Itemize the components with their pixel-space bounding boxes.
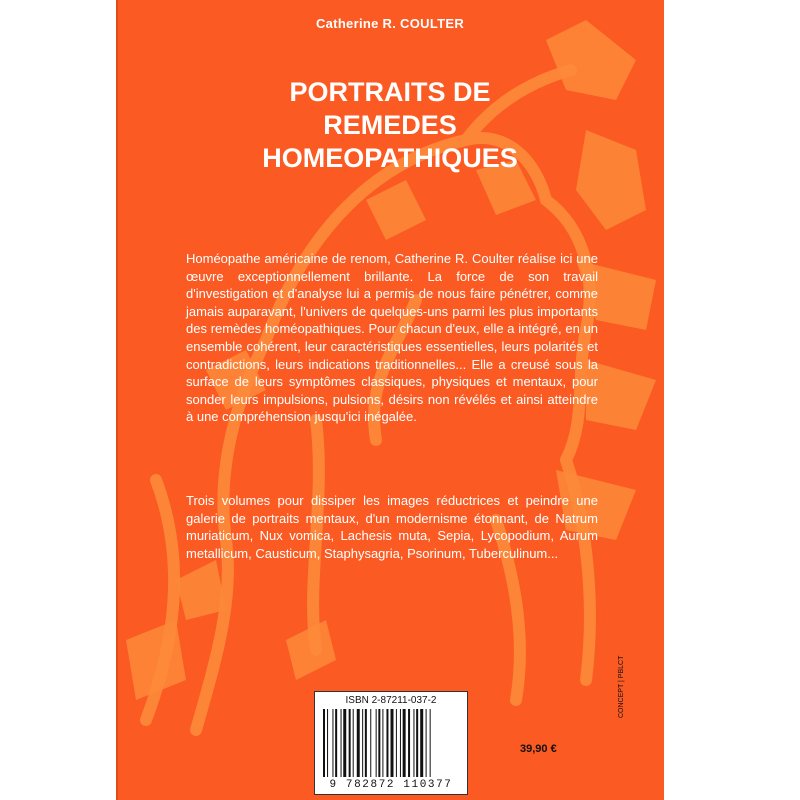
- isbn-text: ISBN 2-87211-037-2: [345, 695, 437, 706]
- barcode-bar: [362, 709, 363, 777]
- barcode-bar: [332, 709, 333, 777]
- barcode-bar: [335, 709, 337, 777]
- author-name: Catherine R. COULTER: [315, 16, 465, 31]
- book-title: [116, 76, 664, 175]
- barcode-bar: [396, 709, 397, 777]
- barcode-bar: [413, 709, 414, 777]
- title-line: REMEDES: [323, 110, 457, 140]
- barcode-bar: [327, 709, 328, 777]
- barcode-bar: [378, 709, 380, 777]
- barcode-bar: [430, 709, 431, 777]
- barcode-box: [314, 691, 468, 795]
- barcode-bar: [386, 709, 388, 777]
- barcode-bar: [341, 709, 342, 777]
- barcode-bar: [357, 709, 360, 777]
- price: 39,90 €: [520, 743, 557, 755]
- blurb-paragraph-2: Trois volumes pour dissiper les images réductrices et peindre une galerie de portraits mentaux, d'un modernisme étonnant, de Natrum muriaticum, Nux vomica, Lachesis muta, Sepia, Lycopodium, Aurum metallicum, Causticum, Staphysagria, Psorinum, Tuberculinum...: [186, 493, 598, 561]
- title-line: PORTRAITS DE: [289, 77, 491, 107]
- barcode-bar: [370, 709, 371, 777]
- barcode-bar: [382, 709, 383, 777]
- barcode-bar: [365, 709, 367, 777]
- book-back-cover: [116, 0, 664, 800]
- barcode-bar: [408, 709, 410, 777]
- title-line: HOMEOPATHIQUES: [262, 143, 518, 173]
- ean-number: 9 782872 110377: [329, 779, 453, 791]
- barcode-bar: [426, 709, 427, 777]
- barcode-bar: [416, 709, 418, 777]
- blurb-paragraph-1: Homéopathe américaine de renom, Catherine R. Coulter réalise ici une œuvre exceptionnellement brillante. La force de son travail d'investigation et d'analyse lui a permis de nous faire pénétrer, comme jamais auparavant, l'univers de quelques-uns parmi les plus importants des remèdes homéopathiques. Pour chacun d'eux, elle a intégré, en un ensemble cohérent, leur caractéristiques essentielles, leurs polarités et contradictions, leurs indications traditionnelles... Elle a creusé sous la surface de leurs symptômes classiques, physiques et mentaux, pour sonder leurs impulsions, pulsions, désirs non révélés et ainsi atteindre à une compréhension jusqu'ici inégalée.: [186, 251, 598, 425]
- publisher-mark: CONCEPT | PBLCT: [618, 655, 625, 718]
- barcode-bar: [420, 709, 423, 777]
- barcode-bar: [349, 709, 351, 777]
- barcode-bar: [403, 709, 406, 777]
- barcode-bar: [323, 709, 325, 777]
- barcode-bar: [391, 709, 394, 777]
- barcode-bar: [343, 709, 346, 777]
- barcode-bar: [400, 709, 401, 777]
- barcode-bar: [353, 709, 354, 777]
- barcode: [321, 709, 461, 777]
- barcode-bar: [376, 709, 377, 777]
